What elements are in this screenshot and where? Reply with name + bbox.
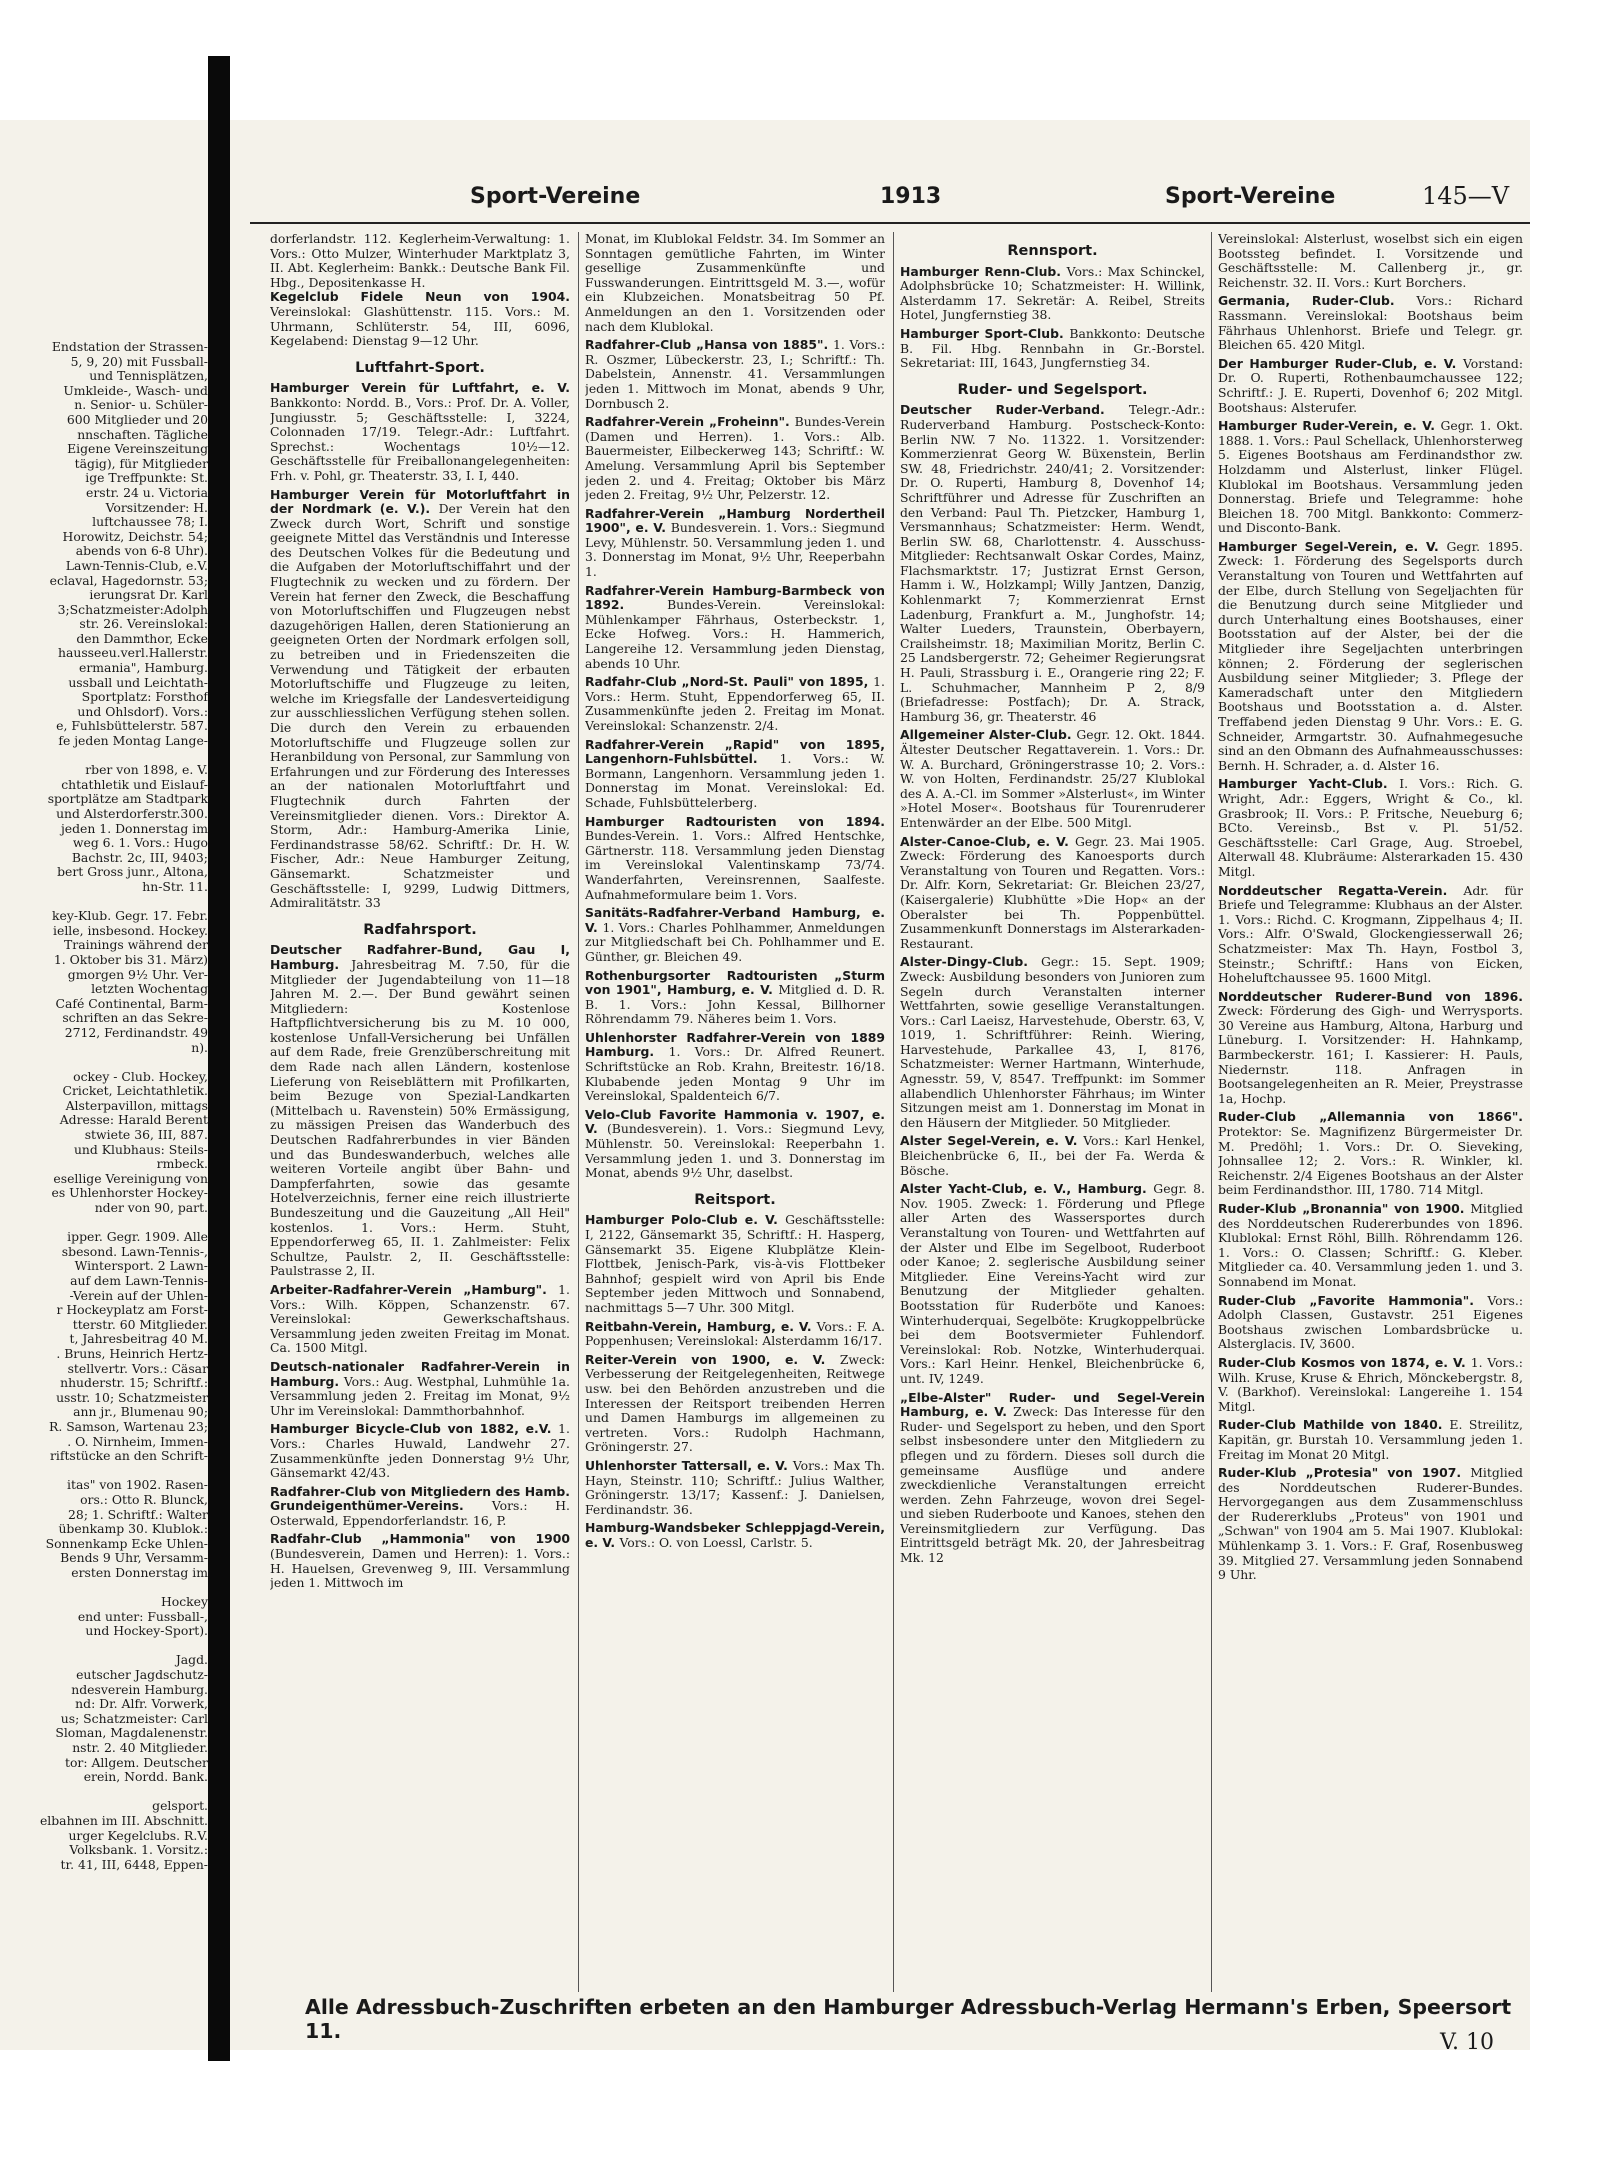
- column-1: [270, 232, 570, 1992]
- club-name: „Elbe-Alster" Ruder- und Segel-Verein Hamburg, e. V.: [900, 1389, 1205, 1420]
- left-fragment-line: erstr. 24 u. Victoria: [86, 484, 208, 500]
- club-name: Hamburger Polo-Club e. V.: [585, 1212, 786, 1228]
- left-fragment-line: nstr. 2. 40 Mitglieder.: [72, 1740, 208, 1755]
- club-details: 1. Vors.: W. Bormann, Langenhorn. Versammlung jeden 1. Donnerstag im Monat. Vereinslokal: Ed. Schade, Fuhlsbüttelerberg.: [585, 751, 885, 810]
- left-fragment-line: ockey - Club. Hockey,: [73, 1068, 208, 1084]
- club-entry: [585, 1108, 885, 1181]
- left-fragment-line: [0, 895, 208, 910]
- club-name: Deutsch-nationaler Radfahrer-Verein in Hamburg.: [270, 1358, 570, 1389]
- club-details: 1. Vors.: R. Oszmer, Lübeckerstr. 23, I.; Schriftf.: Th. Dabelstein, Annenstr. 41. Versammlungen jeden 1. Mittwoch im Monat, abends 9 Uhr, Dornbusch 2.: [585, 337, 885, 411]
- club-details: Bundes-Verein. 1. Vors.: Alfred Hentschke, Gärtnerstr. 118. Versammlung jeden Dienstag im Vereinslokal Valentinskamp 73/74. Wanderfahrten, Vereinsrennen, Saalfeste. Aufnahmeformulare beim 1. Vors.: [585, 828, 885, 902]
- column-3-entries: [900, 244, 1205, 1566]
- left-fragment-line: 600 Mitglieder und 20: [66, 411, 208, 427]
- left-fragment-line: [0, 1785, 208, 1800]
- club-details: Mitglied des Norddeutschen Ruderer-Bundes. Hervorgegangen aus dem Zusammenschluss der Rudererklubs „Proteus" von 1901 und „Schwan" von 1904 am 5. Mai 1907. Klublokal: Mühlenkamp 3. 1. Vors.: F. Graf, Rosenbusweg 39. Mitglied 27. Versammlung jeden Sonnabend 9 Uhr.: [1218, 1465, 1523, 1583]
- left-fragment-line: elbahnen im III. Abschnitt.: [39, 1812, 208, 1828]
- left-fragment-line: 28; 1. Schriftf.: Walter: [68, 1506, 208, 1522]
- club-entry: [270, 1360, 570, 1418]
- column-1-entries: [270, 290, 570, 1590]
- club-name: Radfahr-Club „Hammonia" von 1900: [270, 1531, 570, 1547]
- club-details: Vereinslokal: Alsterlust, woselbst sich ein eigen Bootssteg befindet. I. Vorsitzende und Geschäftsstelle: M. Callenberg jr., gr. Reichenstr. 32. II. Vors.: Kurt Borchers.: [1218, 232, 1523, 290]
- club-details: Monat, im Klublokal Feldstr. 34. Im Sommer an Sonntagen gemütliche Fahrten, im Winter gesellige Zusammenkünfte und Fusswanderungen. Eintrittsgeld M. 3.—, wofür ein Klubzeichen. Monatsbeitrag 50 Pf. Anmeldungen an den 1. Vorsitzenden oder nach dem Klublokal.: [585, 232, 885, 334]
- club-name: Der Hamburger Ruder-Club, e. V.: [1218, 355, 1463, 371]
- club-entry: [585, 507, 885, 580]
- club-entry: [585, 969, 885, 1027]
- left-fragment-line: Cricket, Leichtathletik.: [62, 1083, 208, 1099]
- left-fragment-line: tr. 41, III, 6448, Eppen-: [60, 1856, 208, 1872]
- header-rule: [250, 222, 1530, 224]
- column-1-intro: dorferlandstr. 112. Keglerheim-Verwaltung: 1. Vors.: Otto Mulzer, Winterhuder Marktplatz 3, II. Abt. Keglerheim: Bankk.: Deutsche Bank Fil. Hbg., Depositenkasse H.: [270, 232, 570, 290]
- left-fragment-line: [0, 1464, 208, 1479]
- club-name: Allgemeiner Alster-Club.: [900, 727, 1077, 743]
- left-fragment-line: Umkleide-, Wasch- und: [63, 382, 208, 398]
- left-fragment-line: key-Klub. Gegr. 17. Febr.: [52, 908, 208, 924]
- club-details: Vors.: F. A. Poppenhusen; Vereinslokal: Alsterdamm 16/17.: [585, 1318, 885, 1349]
- club-name: Hamburger Yacht-Club.: [1218, 776, 1400, 792]
- left-fragment-line: gmorgen 9½ Uhr. Ver-: [67, 966, 208, 982]
- club-details: Gegr. 23. Mai 1905. Zweck: Förderung des Kanoesports durch Veranstaltung von Touren und Regatten. Vors.: Dr. Alfr. Korn, Sekretariat: Gr. Bleichen 23/27, (Kaisergalerie) Klubhütte »Die Hop« an der Oberalster bei Th. Poppenbüttel. Zusammenkunft Donnerstags im Alsterarkaden-Restaurant.: [900, 833, 1205, 951]
- left-fragment-line: und Tennisplätzen,: [89, 368, 208, 384]
- left-fragment-line: auf dem Lawn-Tennis-: [70, 1273, 208, 1288]
- club-name: Alster-Canoe-Club, e. V.: [900, 833, 1075, 849]
- left-fragment-line: und Ohlsdorf). Vors.:: [77, 703, 208, 719]
- left-fragment-line: urger Kegelclubs. R.V.: [68, 1827, 208, 1843]
- club-name: Norddeutscher Regatta-Verein.: [1218, 882, 1464, 898]
- club-entry: [1218, 990, 1523, 1107]
- club-entry: [585, 1320, 885, 1349]
- left-fragment-line: str. 26. Vereinslokal:: [79, 616, 208, 632]
- club-details: (Bundesverein, Damen und Herren): 1. Vors.: H. Hauelsen, Grevenweg 9, III. Versammlung jeden 1. Mittwoch im: [270, 1546, 570, 1591]
- left-fragment-line: übenkamp 30. Klublok.:: [58, 1521, 208, 1537]
- left-fragment-line: 5, 9, 20) mit Fussball-: [70, 353, 208, 369]
- club-name: Sanitäts-Radfahrer-Verband Hamburg, e. V.: [585, 905, 885, 935]
- club-details: Gegr. 12. Okt. 1844. Ältester Deutscher Regattaverein. 1. Vors.: Dr. W. A. Burchard, Gröningerstrasse 10; 2. Vors.: W. von Holten, Ferdinandstr. 25/27 Klublokal des A. A.-Cl. im Sommer »Alsterlust«, im Winter »Hotel Moser«. Bootshaus für Tourenruderer Entenwärder an der Elbe. 500 Mitgl.: [900, 727, 1205, 830]
- club-details: Der Verein hat den Zweck durch Wort, Schrift und sonstige geeignete Mittel das Verständnis und Interesse des Deutschen Volkes für die Bedeutung und die Aufgaben der Motorluftschiffahrt und der Flugtechnik zu wecken und zu fördern. Der Verein hat ferner den Zweck, die Beschaffung von Motorluftschiffen und Flugzeugen nebst dazugehörigen Hallen, deren Stationierung an geeigneten Orten der Nordmark erfolgen soll, zu betreiben und in Friedenszeiten die Verwendung und Tätigkeit der erbauten Motorluftschiffe und Flugzeuge zu leiten, welche im Kriegsfalle der Landesverteidigung zur ausschliesslichen Verfügung stehen sollen. Die durch den Verein zu erbauenden Motorluftschiffe und Flugzeuge sollen zur Heranbildung von Personal, zur Sammlung von Erfahrungen und zur Förderung des Interesses an der nationalen Motorluftfahrt und Flugtechnik durch Fahrten der Vereinsmitglieder dienen. Vors.: Direktor A. Storm, Adr.: Hamburg-Amerika Linie, Ferdinandstrasse 58/62. Schriftf.: Dr. H. W. Fischer, Adr.: Neue Hamburger Zeitung, Gänsemarkt. Schatzmeister und Geschäftsstelle: I, 9299, Ludwig Dittmers, Admiralitätstr. 33: [270, 501, 570, 911]
- left-fragment-line: end unter: Fussball-,: [77, 1608, 208, 1624]
- club-name: Hamburger Verein für Motorluftfahrt in der Nordmark (e. V.).: [270, 486, 570, 517]
- club-details: 1. Vors.: Wilh. Köppen, Schanzenstr. 67. Vereinslokal: Gewerkschaftshaus. Versammlung jeden zweiten Freitag im Monat. Ca. 1500 Mitgl.: [270, 1281, 570, 1356]
- club-details: Vors.: H. Osterwald, Eppendorferlandstr. 16, P.: [270, 1498, 570, 1528]
- left-fragment-line: und Alsterdorferstr.300.: [56, 806, 208, 821]
- column-divider: [893, 232, 894, 1992]
- club-entry: [585, 415, 885, 503]
- club-entry: [585, 1459, 885, 1517]
- section-heading: Rennsport.: [1007, 243, 1098, 259]
- left-fragment-line: tägig), für Mitglieder: [74, 455, 208, 471]
- left-fragment-line: es Uhlenhorster Hockey-: [51, 1185, 208, 1201]
- club-name: Ruder-Club „Allemannia von 1866".: [1218, 1109, 1523, 1125]
- club-entry: [1218, 1356, 1523, 1414]
- club-details: I. Vors.: Rich. G. Wright, Adr.: Eggers, Wright & Co., kl. Grasbrook; II. Vors.: P. Fritsche, Neueburg 6; BCto. Vereinsb., Bst v. Pl. 51/52. Geschäftsstelle: Carl Grage, Aug. Stroebel, Alterwall 48. Klubräume: Alsterarkaden 15. 430 Mitgl.: [1218, 776, 1523, 879]
- left-fragment-line: . Bruns, Heinrich Hertz-: [56, 1345, 208, 1361]
- left-fragment-line: weg 6. 1. Vors.: Hugo: [72, 835, 208, 851]
- left-fragment-line: und Hockey-Sport).: [85, 1623, 208, 1639]
- club-entry: [270, 381, 570, 483]
- club-entry: [1218, 419, 1523, 536]
- club-entry: [900, 327, 1205, 371]
- club-details: Gegr. 1. Okt. 1888. 1. Vors.: Paul Schellack, Uhlenhorsterweg 5. Eigenes Bootshaus am Ferdinandsthor zw. Holzdamm und Alsterlust, linker Flügel. Klublokal im Bootshaus. Versammlung jeden Donnerstag. Briefe und Telegramme: hohe Bleichen 18. 700 Mitgl. Bankkonto: Commerz- und Disconto-Bank.: [1218, 418, 1523, 536]
- left-fragment-line: [0, 1216, 208, 1231]
- club-details: Vors.: Aug. Westphal, Luhmühle 1a. Versammlung jeden 2. Freitag im Monat, 9½ Uhr im Vereinslokal: Dammthorbahnhof.: [270, 1373, 570, 1418]
- club-details: Bundes-Verein. Vereinslokal: Mühlenkamper Fährhaus, Osterbeckstr. 1, Ecke Hofweg. Vors.: H. Hammerich, Langereihe 12. Versammlung jeden Dienstag, abends 10 Uhr.: [585, 597, 885, 671]
- club-entry: [900, 1391, 1205, 1566]
- club-details: 1. Vors.: Wilh. Kruse, Kruse & Ehrich, Mönckebergstr. 8, V. (Barkhof). Vereinslokal: Langereihe 1. 154 Mitgl.: [1218, 1354, 1523, 1414]
- club-entry: [270, 1485, 570, 1529]
- club-name: Kegelclub Fidele Neun von 1904.: [270, 289, 570, 305]
- left-fragment-line: ielle, insbesond. Hockey.: [53, 922, 208, 938]
- left-fragment-line: usstr. 10; Schatzmeister: [56, 1389, 208, 1405]
- left-fragment-line: Jagd.: [175, 1652, 208, 1668]
- section-heading: Reitsport.: [694, 1191, 776, 1208]
- club-entry: [585, 232, 885, 334]
- left-fragment-line: eutscher Jagdschutz-: [76, 1667, 208, 1683]
- left-fragment-line: bert Gross junr., Altona,: [57, 864, 208, 880]
- left-fragment-line: r Hockeyplatz am Forst-: [56, 1302, 208, 1318]
- left-fragment-line: R. Samson, Wartenau 23;: [48, 1418, 208, 1434]
- club-entry: [1218, 1294, 1523, 1352]
- club-details: Vorstand: Dr. O. Ruperti, Rothenbaumchaussee 122; Schriftf.: J. E. Ruperti, Dovenhof 6; 202 Mitgl. Bootshaus: Alsterufer.: [1218, 355, 1523, 415]
- club-entry: [270, 1532, 570, 1590]
- club-entry: [585, 584, 885, 672]
- left-fragment-line: chtathletik und Eislauf-: [61, 776, 208, 792]
- club-details: Bankkonto: Nordd. B., Vors.: Prof. Dr. A. Voller, Jungiusstr. 5; Geschäftsstelle: I, 3224, Colonnaden 17/19. Telegr.-Adr.: Luftfahrt. Sprechst.: Wochentags 10½—12. Geschäftsstelle für Freiballonangelegenheiten: Frh. v. Pohl, gr. Theaterstr. 33, I. I, 440.: [270, 394, 570, 483]
- club-details: Vors.: Karl Henkel, Bleichenbrücke 6, II., bei der Fa. Werda & Bösche.: [900, 1133, 1205, 1178]
- left-fragment-line: itas" von 1902. Rasen-: [67, 1477, 208, 1493]
- left-fragment-line: tor: Allgem. Deutscher: [64, 1754, 208, 1770]
- left-fragment-line: [0, 1639, 208, 1654]
- club-entry: [585, 815, 885, 903]
- left-page-fragment: [0, 120, 208, 2050]
- club-entry: [270, 943, 570, 1279]
- club-name: Hamburg-Wandsbeker Schleppjagd-Verein, e. V.: [585, 1520, 885, 1550]
- left-fragment-line: nd: Dr. Alfr. Vorwerk,: [75, 1696, 208, 1712]
- left-fragment-line: luftchaussee 78; I.: [92, 514, 208, 530]
- left-fragment-line: Sonnenkamp Ecke Uhlen-: [45, 1535, 208, 1551]
- column-4-entries: [1218, 232, 1523, 1583]
- column-3: [900, 232, 1205, 1992]
- club-name: Radfahrer-Club „Hansa von 1885".: [585, 337, 834, 353]
- club-name: Radfahrer-Club von Mitgliedern des Hamb. Grundeigenthümer-Vereins.: [270, 1483, 570, 1514]
- left-fragment-line: Café Continental, Barm-: [55, 995, 208, 1011]
- column-2-entries: [585, 232, 885, 1550]
- left-fragment-line: nhuderstr. 15; Schriftf.:: [60, 1375, 208, 1391]
- left-fragment-line: sbesond. Lawn-Tennis-,: [61, 1243, 208, 1259]
- club-entry: [1218, 540, 1523, 774]
- club-name: Radfahrer-Verein „Rapid" von 1895, Langenhorn-Fuhlsbüttel.: [585, 736, 885, 767]
- club-entry: [900, 1134, 1205, 1178]
- club-details: 1. Vors.: Charles Pohlhammer, Anmeldungen zur Mitgliedschaft bei Ch. Pohlhammer und E. Günther, gr. Bleichen 49.: [585, 919, 885, 964]
- club-name: Ruder-Klub „Bronannia" von 1900.: [1218, 1201, 1471, 1216]
- club-entry: [1218, 1418, 1523, 1462]
- club-entry: [585, 738, 885, 811]
- section-heading: Luftfahrt-Sport.: [355, 359, 485, 376]
- club-details: E. Streilitz, Kapitän, gr. Burstah 10. Versammlung jeden 1. Freitag im Monat 20 Mitgl.: [1218, 1417, 1523, 1462]
- club-details: Gegr. 8. Nov. 1905. Zweck: 1. Förderung und Pflege aller Arten des Wassersportes durch Veranstaltung von Touren- und Wettfahrten auf der Alster und Elbe im Segelboot, Ruderboot oder Kanoe; 2. seglerische Ausbildung seiner Mitglieder. Eine Vereins-Yacht wird zur Benutzung der Mitglieder gehalten. Bootsstation für Ruderböte und Kanoes: Winterhuderquai, Segelböte: Krugkoppelbrücke bei dem Bootsvermieter Fuhlendorf. Vereinslokal: Rob. Notzke, Winterhuderquai. Vors.: Karl Heinr. Henkel, Bleichenbrücke 6, unt. IV, 1249.: [900, 1181, 1205, 1386]
- left-fragment-line: Vorsitzender: H.: [105, 499, 208, 515]
- page-header: [250, 180, 1530, 220]
- club-entry: [270, 1422, 570, 1480]
- club-details: (Bundesverein). 1. Vors.: Siegmund Levy, Mühlenstr. 50. Vereinslokal: Reeperbahn 1. Versammlung jeden 1. und 3. Donnerstag im Monat, abends 9½ Uhr, daselbst.: [585, 1121, 885, 1181]
- left-fragment-line: ndesverein Hamburg.: [71, 1681, 208, 1697]
- left-fragment-line: Horowitz, Deichstr. 54;: [62, 528, 208, 544]
- club-entry: [1218, 777, 1523, 879]
- club-name: Alster-Dingy-Club.: [900, 954, 1042, 970]
- left-fragment-line: . O. Nirnheim, Immen-: [67, 1433, 208, 1449]
- club-entry: [585, 906, 885, 964]
- club-details: Mitglied des Norddeutschen Rudererbundes von 1896. Klublokal: Ernst Röhl, Billh. Röhrendamm 126. 1. Vors.: O. Classen; Schriftf.: G. Kleber. Mitglieder ca. 40. Versammlung jeden 1. und 3. Sonnabend im Monat.: [1218, 1201, 1523, 1289]
- club-details: 1. Vors.: Charles Huwald, Landwehr 27. Zusammenkünfte jeden Donnerstag 9½ Uhr, Gänsemarkt 42/43.: [270, 1421, 570, 1481]
- section-heading: Ruder- und Segelsport.: [957, 381, 1148, 398]
- club-entry: [1218, 294, 1523, 352]
- club-details: Vors.: Max Th. Hayn, Steinstr. 110; Schriftf.: Julius Walther, Gröningerstr. 13/17; Kassenf.: J. Danielsen, Ferdinandstr. 36.: [585, 1457, 885, 1517]
- left-fragment-line: ierungsrat Dr. Karl: [89, 587, 208, 603]
- left-fragment-line: Sportplatz: Forsthof: [81, 689, 208, 705]
- club-details: Telegr.-Adr.: Ruderverband Hamburg. Postscheck-Konto: Berlin NW. 7 No. 11322. 1. Vorsitzender: Kommerzienrat Georg W. Büxenstein, Berlin SW. 48, Friedrichstr. 240/41; 2. Vorsitzender: Dr. O. Ruperti, Hamburg 8, Dovenhof 14; Schriftführer und Adresse für Zuschriften an den Verband: Paul Th. Pietzcker, Hamburg 1, Versmannhaus; Schatzmeister: Herm. Wendt, Berlin SW. 68, Charlottenstr. 4. Ausschuss-Mitglieder: Rechtsanwalt Oskar Cordes, Mainz, Flachsmarktstr. 17; Justizrat Ernst Gerson, Hamm i. W., Holzkampl; Willy Jantzen, Danzig, Kohlenmarkt 7; Kommerzienrat Ernst Ladenburg, Frankfurt a. M., Junghofstr. 14; Walter Lueders, Traunstein, Oberbayern, Crailsheimstr. 18; Maximilian Moritz, Berlin C. 25 Landsbergerstr. 72; Geheimer Regierungsrat H. Pauli, Strassburg i. E., Orangerie ring 22; F. L. Schuhmacher, Mannheim P 2, 8/9 (Briefadresse: Postfach); Dr. A. Strack, Hamburg 36, gr. Theaterstr. 46: [900, 402, 1205, 724]
- column-2: [585, 232, 885, 1992]
- club-name: Norddeutscher Ruderer-Bund von 1896.: [1218, 988, 1523, 1004]
- left-fragment-line: den Dammthor, Ecke: [76, 630, 208, 646]
- club-entry: [900, 835, 1205, 952]
- left-fragment-line: 3;Schatzmeister:Adolph: [57, 601, 208, 617]
- left-fragment-line: [0, 1055, 208, 1070]
- left-fragment-line: n. Senior- u. Schüler-: [74, 397, 208, 413]
- left-fragment-line: ige Treffpunkte: St.: [85, 470, 208, 486]
- club-name: Ruder-Club Mathilde von 1840.: [1218, 1417, 1450, 1433]
- club-entry: [585, 338, 885, 411]
- left-page-text: [0, 340, 208, 1872]
- club-name: Velo-Club Favorite Hammonia v. 1907, e. V.: [585, 1106, 885, 1137]
- club-entry: [1218, 884, 1523, 986]
- club-name: Hamburger Bicycle-Club von 1882, e.V.: [270, 1421, 559, 1437]
- left-fragment-line: ipper. Gegr. 1909. Alle: [67, 1229, 208, 1245]
- club-entry: [270, 488, 570, 911]
- left-fragment-line: -Verein auf der Uhlen-: [69, 1287, 208, 1303]
- left-fragment-line: ersten Donnerstag im: [71, 1564, 208, 1580]
- club-name: Alster Segel-Verein, e. V.: [900, 1133, 1084, 1149]
- left-fragment-line: 2712, Ferdinandstr. 49: [64, 1024, 208, 1040]
- left-fragment-line: hausseeu.verl.Hallerstr.: [57, 645, 208, 661]
- club-name: Radfahrer-Verein Hamburg-Barmbeck von 1892.: [585, 582, 885, 613]
- left-fragment-line: stwiete 36, III, 887.: [84, 1127, 208, 1143]
- club-entry: [585, 1521, 885, 1550]
- left-fragment-line: ors.: Otto R. Blunck,: [80, 1491, 208, 1507]
- club-entry: [900, 403, 1205, 724]
- club-name: Hamburger Radtouristen von 1894.: [585, 813, 885, 829]
- header-left-title: Sport-Vereine: [470, 184, 641, 209]
- club-entry: [900, 955, 1205, 1130]
- club-name: Reiter-Verein von 1900, e. V.: [585, 1351, 840, 1367]
- club-name: Uhlenhorster Radfahrer-Verein von 1889 Hamburg.: [585, 1029, 885, 1060]
- club-details: Geschäftsstelle: I, 2122, Gänsemarkt 35, Schriftf.: H. Hasperg, Gänsemarkt 35. Eigene Klubplätze Klein-Flottbek, Jenisch-Park, vis-à-vis Flottbeker Bahnhof; gespielt wird von April bis Ende September jeden Mittwoch und Sonnabend, nachmittags 5—7 Uhr. 300 Mitgl.: [585, 1212, 885, 1315]
- club-details: Vors.: Adolph Classen, Gustavstr. 251 Eigenes Bootshaus zwischen Lombardsbrücke u. Alsterglacis. IV, 3600.: [1218, 1292, 1523, 1352]
- page-signature: V. 10: [1440, 2030, 1495, 2055]
- club-details: Zweck: Förderung des Gigh- und Werrysports. 30 Vereine aus Hamburg, Altona, Harburg und Lüneburg. I. Vorsitzender: H. Hahnkamp, Barmbeckerstr. 161; I. Kassierer: H. Pauls, Niedernstr. 118. Anfragen in Bootsangelegenheiten an R. Meier, Preystrasse 1a, Hochp.: [1218, 1003, 1523, 1106]
- club-name: Hamburger Segel-Verein, e. V.: [1218, 538, 1447, 554]
- left-fragment-line: eclaval, Hagedornstr. 53;: [49, 572, 208, 588]
- club-name: Deutscher Radfahrer-Bund, Gau I, Hamburg.: [270, 942, 570, 972]
- section-heading: Radfahrsport.: [363, 921, 477, 938]
- column-4: [1218, 232, 1523, 1992]
- club-details: 1. Vors.: Herm. Stuht, Eppendorferweg 65, II. Zusammenkünfte jeden 2. Freitag im Monat. Vereinslokal: Schanzenstr. 2/4.: [585, 674, 885, 733]
- left-fragment-line: ermania", Hamburg.: [79, 660, 208, 676]
- club-name: Uhlenhorster Tattersall, e. V.: [585, 1457, 793, 1473]
- club-name: Alster Yacht-Club, e. V., Hamburg.: [900, 1181, 1154, 1197]
- left-fragment-line: letzten Wochentag: [91, 981, 208, 997]
- footer-notice: Alle Adressbuch-Zuschriften erbeten an den Hamburger Adressbuch-Verlag Hermann's Erben, Speersort 11.: [305, 1995, 1512, 2043]
- club-details: Vereinslokal: Glashüttenstr. 115. Vors.: M. Uhrmann, Schlüterstr. 54, III, 6096, Kegelabend: Dienstag 9—12 Uhr.: [270, 303, 570, 349]
- left-fragment-line: 1. Oktober bis 31. März): [53, 951, 208, 967]
- left-fragment-line: Eigene Vereinszeitung: [67, 441, 208, 457]
- club-name: Radfahrer-Verein „Hamburg Nordertheil 1900", e. V.: [585, 505, 885, 536]
- left-fragment-line: Wintersport. 2 Lawn-: [74, 1258, 208, 1274]
- club-name: Reitbahn-Verein, Hamburg, e. V.: [585, 1318, 817, 1334]
- club-entry: [270, 290, 570, 348]
- left-fragment-line: Adresse: Harald Berent: [59, 1112, 208, 1128]
- club-name: Germania, Ruder-Club.: [1218, 293, 1417, 309]
- club-name: Hamburger Ruder-Verein, e. V.: [1218, 418, 1441, 434]
- club-details: Bundesverein. 1. Vors.: Siegmund Levy, Mühlenstr. 50. Versammlung jeden 1. und 3. Donnerstag im Monat, 9½ Uhr, Reeperbahn 1.: [585, 520, 885, 580]
- left-fragment-line: gelsport.: [152, 1798, 208, 1814]
- club-details: Protektor: Se. Magnifizenz Bürgermeister Dr. M. Predöhl; 1. Vors.: Dr. O. Sieveking, Johnsallee 12; 2. Vors.: R. Winkler, kl. Reichenstr. 2/4 Eigenes Bootshaus an der Alster beim Ferdinandsthor. III, 1780. 714 Mitgl.: [1218, 1124, 1523, 1198]
- club-name: Rothenburgsorter Radtouristen „Sturm von 1901", Hamburg, e. V.: [585, 967, 885, 998]
- club-entry: [585, 675, 885, 733]
- club-entry: [585, 1031, 885, 1104]
- left-fragment-line: stellvertr. Vors.: Cäsar: [67, 1360, 208, 1376]
- left-fragment-line: nnschaften. Tägliche: [77, 426, 208, 442]
- club-details: Mitglied d. D. R. B. 1. Vors.: John Kessal, Billhorner Röhrendamm 79. Näheres beim 1. Vors.: [585, 982, 885, 1027]
- left-fragment-line: riftstücke an den Schrift-: [49, 1448, 208, 1464]
- header-year: 1913: [880, 184, 942, 209]
- club-entry: [900, 1182, 1205, 1386]
- club-name: Ruder-Klub „Protesia" von 1907.: [1218, 1465, 1471, 1481]
- club-name: Arbeiter-Radfahrer-Verein „Hamburg".: [270, 1281, 559, 1297]
- left-fragment-line: Bends 9 Uhr, Versamm-: [60, 1550, 208, 1566]
- club-details: Bundes-Verein (Damen und Herren). 1. Vors.: Alb. Bauermeister, Eilbeckerweg 143; Schriftf.: W. Amelung. Versammlung April bis September jeden 2. und 4. Freitag; Oktober bis März jeden 2. Freitag, 9½ Uhr, Pelzerstr. 12.: [585, 414, 885, 503]
- club-name: Radfahr-Club „Nord-St. Pauli" von 1895,: [585, 674, 874, 690]
- club-details: Vors.: Richard Rassmann. Vereinslokal: Bootshaus beim Fährhaus Uhlenhorst. Briefe und Telegr. gr. Bleichen 65. 420 Mitgl.: [1218, 293, 1523, 353]
- club-name: Deutscher Ruder-Verband.: [900, 402, 1129, 418]
- left-fragment-line: t, Jahresbeitrag 40 M.: [69, 1331, 208, 1347]
- left-fragment-line: erein, Nordd. Bank.: [83, 1769, 208, 1785]
- left-fragment-line: nder von 90, part.: [94, 1200, 208, 1216]
- club-details: Vors.: O. von Loessl, Carlstr. 5.: [619, 1534, 813, 1550]
- column-divider: [578, 232, 579, 1992]
- left-fragment-line: fe jeden Montag Lange-: [58, 733, 208, 749]
- club-details: Jahresbeitrag M. 7.50, für die Mitglieder der Jugendabteilung von 11—18 Jahren M. 2.—. Der Bund gewährt seinen Mitgliedern: Kostenlose Haftpflichtversicherung bis zu M. 10 000, kostenlose Unfall-Versicherung bei Unfällen auf dem Rade, freie Grenzüberschreitung mit dem Rade nach allen Ländern, kostenlose Lieferung von Reiseblättern mit Profilkarten, beim Bezuge von Spezial-Landkarten (Mittelbach u. Ravenstein) 50% Ermässigung, zu mässigen Preisen das Wanderbuch des Deutschen Radfahrerbundes in vier Bänden und das Bundeswanderbuch, welches alle weiteren Vorteile angibt über Bahn- und Dampferfahrten, sowie das gesamte Hotelverzeichnis, ferner eine reich illustrierte Bundeszeitung und die Gauzeitung „All Heil" kostenlos. 1. Vors.: Herm. Stuht, Eppendorferweg 65, II. 1. Zahlmeister: Felix Schultze, Paulstr. 2, II. Geschäftsstelle: Paulstrasse 2, II.: [270, 956, 570, 1279]
- left-fragment-line: esellige Vereinigung von: [53, 1170, 208, 1186]
- left-fragment-line: [0, 749, 208, 764]
- club-entry: [1218, 1466, 1523, 1583]
- left-fragment-line: und Klubhaus: Steils-: [73, 1141, 208, 1157]
- club-entry: [585, 1213, 885, 1315]
- left-fragment-line: [0, 1580, 208, 1595]
- club-name: Radfahrer-Verein „Froheinn".: [585, 414, 795, 430]
- club-name: Ruder-Club „Favorite Hammonia".: [1218, 1292, 1488, 1308]
- left-fragment-line: jeden 1. Donnerstag im: [60, 820, 208, 836]
- column-divider: [1211, 232, 1212, 1992]
- left-fragment-line: Trainings während der: [64, 937, 208, 953]
- club-details: Adr. für Briefe und Telegramme: Klubhaus an der Alster. 1. Vors.: Richd. C. Krogmann, Zippelhaus 4; II. Vors.: Alfr. O'Swald, Glockengiesserwall 26; Schatzmeister: Max Th. Hayn, Fostbol 3, Steinstr.; Schriftf.: Hans von Eicken, Hoheluftchaussee 95. 1600 Mitgl.: [1218, 882, 1523, 986]
- club-entry: [1218, 1202, 1523, 1290]
- club-details: Vors.: Max Schinckel, Adolphsbrücke 10; Schatzmeister: H. Willink, Alsterdamm 17. Sekretär: A. Reibel, Streits Hotel, Jungfernstieg 38.: [900, 263, 1205, 323]
- club-details: 1. Vors.: Dr. Alfred Reunert. Schriftstücke an Rob. Krahn, Breitestr. 16/18. Klubabende jeden Montag 9 Uhr im Vereinslokal, Spaldenteich 6/7.: [585, 1044, 885, 1104]
- header-right-title: Sport-Vereine: [1165, 184, 1336, 209]
- left-fragment-line: rmbeck.: [156, 1156, 208, 1172]
- left-fragment-line: schriften an das Sekre-: [62, 1010, 208, 1026]
- left-fragment-line: Alsterpavillon, mittags: [65, 1097, 208, 1113]
- left-fragment-line: ann jr., Blumenau 90;: [73, 1404, 208, 1420]
- left-fragment-line: tterstr. 60 Mitglieder.: [72, 1316, 208, 1332]
- left-fragment-line: Endstation der Strassen-: [51, 339, 208, 354]
- club-name: Hamburger Verein für Luftfahrt, e. V.: [270, 380, 570, 396]
- left-fragment-line: sportplätze am Stadtpark: [47, 791, 208, 807]
- club-details: Gegr. 1895. Zweck: 1. Förderung des Segelsports durch Veranstaltung von Touren und Wettfahrten auf der Elbe, durch Stellung von Segeljachten für die Benutzung durch seine Mitglieder und durch Unterhaltung eines Bootshauses, einer Bootsstation auf der Alster, bei der die Mitglieder ihre Segeljachten unterbringen können; 2. Förderung der seglerischen Ausbildung seiner Mitglieder; 3. Pflege der Kameradschaft unter den Mitgliedern Bootshaus und Bootsstation a. d. Alster. Treffabend jeden Dienstag 9 Uhr. Vors.: E. G. Schneider, Armgartstr. 30. Aufnahmegesuche sind an den Obmann des Aufnahmeausschusses: Bernh. H. Schrader, a. d. Alster 16.: [1218, 538, 1523, 773]
- club-details: Bankkonto: Deutsche B. Fil. Hbg. Rennbahn in Gr.-Borstel. Sekretariat: III, 1643, Jungfernstieg 34.: [900, 325, 1205, 371]
- page-number: 145—V: [1422, 182, 1510, 210]
- left-fragment-line: e, Fuhlsbüttelerstr. 587.: [56, 718, 208, 734]
- left-fragment-line: ussball und Leichtath-: [68, 674, 208, 690]
- club-entry: [1218, 357, 1523, 415]
- left-fragment-line: Bachstr. 2c, III, 9403;: [71, 849, 208, 865]
- club-entry: [900, 265, 1205, 323]
- club-name: Hamburger Sport-Club.: [900, 325, 1070, 341]
- left-fragment-line: abends von 6-8 Uhr).: [75, 543, 208, 559]
- left-fragment-line: Hockey: [160, 1594, 208, 1610]
- club-details: Gegr.: 15. Sept. 1909; Zweck: Ausbildung besonders von Junioren zum Segeln durch Veranstalten interner Wettfahrten, sowie gesellige Veranstaltungen. Vors.: Carl Laeisz, Harvestehude, Oberstr. 63, V, 1019, 1. Schriftführer: Reinh. Wiering, Harvestehude, Parkallee 43, I, 8176, Schatzmeister: Werner Hartmann, Winterhude, Agnesstr. 59, V, 8547. Treffpunkt: im Sommer allabendlich Uhlenhorster Fährhaus; im Winter Sitzungen meist am 1. Donnerstag im Monat in den Häusern der Mitglieder. 50 Mitglieder.: [900, 954, 1205, 1130]
- club-entry: [900, 728, 1205, 830]
- left-fragment-line: hn-Str. 11.: [142, 878, 208, 894]
- club-entry: [1218, 232, 1523, 290]
- left-fragment-line: Sloman, Magdalenenstr.: [55, 1725, 208, 1741]
- left-fragment-line: us; Schatzmeister: Carl: [60, 1710, 208, 1726]
- club-entry: [585, 1353, 885, 1455]
- left-fragment-line: Lawn-Tennis-Club, e.V.: [65, 557, 208, 573]
- club-details: Zweck: Das Interesse für den Ruder- und Segelsport zu heben, und den Sport selbst insbesondere unter den Mitgliedern zu pflegen und zu fördern. Dieses soll durch die gemeinsame Ausflüge und andere zweckdienliche Veranstaltungen erreicht werden. Zehn Fahrzeuge, wovon drei Segel- und sieben Ruderboote und Kanoes, stehen den Vereinsmitgliedern zur Verfügung. Das Eintrittsgeld beträgt Mk. 20, der Jahresbeitrag Mk. 12: [900, 1404, 1205, 1566]
- left-fragment-line: n).: [191, 1039, 208, 1055]
- club-name: Hamburger Renn-Club.: [900, 263, 1067, 279]
- club-entry: [1218, 1110, 1523, 1198]
- left-fragment-line: rber von 1898, e. V.: [85, 762, 208, 778]
- club-details: Zweck: Verbesserung der Reitgelegenheiten, Reitwege usw. bei den Behörden anzustreben und die Interessen der Reitsport treibenden Herren und Damen Hamburgs im allgemeinen zu vertreten. Vors.: Rudolph Hachmann, Gröningerstr. 27.: [585, 1351, 885, 1455]
- club-entry: [270, 1283, 570, 1356]
- left-fragment-line: Volksbank. 1. Vorsitz.:: [69, 1842, 208, 1858]
- scan-gutter: [208, 56, 230, 2061]
- club-name: Ruder-Club Kosmos von 1874, e. V.: [1218, 1354, 1471, 1370]
